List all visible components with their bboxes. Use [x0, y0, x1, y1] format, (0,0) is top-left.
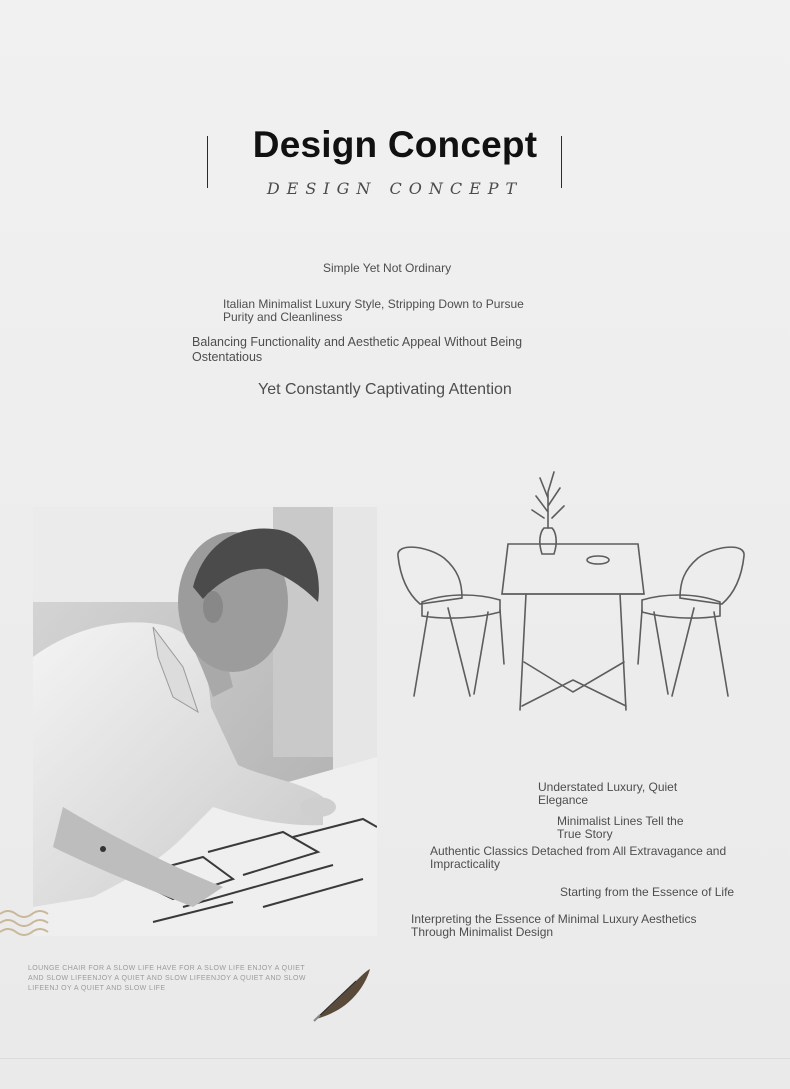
- page-title: Design Concept: [252, 124, 538, 165]
- feature-line-1: Understated Luxury, Quiet Elegance: [538, 780, 678, 807]
- concept-line-4: Yet Constantly Captivating Attention: [258, 381, 512, 398]
- feature-line-2: Minimalist Lines Tell the True Story: [557, 814, 684, 841]
- concept-line-2: Italian Minimalist Luxury Style, Stripping Down to Pursue Purity and Cleanliness: [223, 297, 524, 324]
- designer-photo: [33, 507, 377, 936]
- feature-line-4: Starting from the Essence of Life: [560, 885, 735, 899]
- furniture-illustration: [388, 462, 760, 724]
- footer-small-text: LOUNGE CHAIR FOR A SLOW LIFE HAVE FOR A SLOW LIFE ENJOY A QUIET AND SLOW LIFEENJOY A QUIET AND SLOW LIFEENJOY A QUIET AND SLOW LIFEENJ OY A QUIET AND SLOW LIFE: [28, 965, 306, 992]
- concept-line-3: Balancing Functionality and Aesthetic Appeal Without Being Ostentatious: [192, 335, 523, 364]
- feature-line-3: Authentic Classics Detached from All Extravagance and Impracticality: [430, 844, 727, 871]
- page-subtitle: DESIGN CONCEPT: [266, 179, 524, 198]
- concept-line-1: Simple Yet Not Ordinary: [323, 261, 452, 275]
- bottom-divider: [0, 1058, 790, 1059]
- feather-quill-icon: [312, 965, 374, 1023]
- feature-line-5: Interpreting the Essence of Minimal Luxury Aesthetics Through Minimalist Design: [411, 912, 697, 939]
- waves-decoration-icon: [0, 906, 52, 940]
